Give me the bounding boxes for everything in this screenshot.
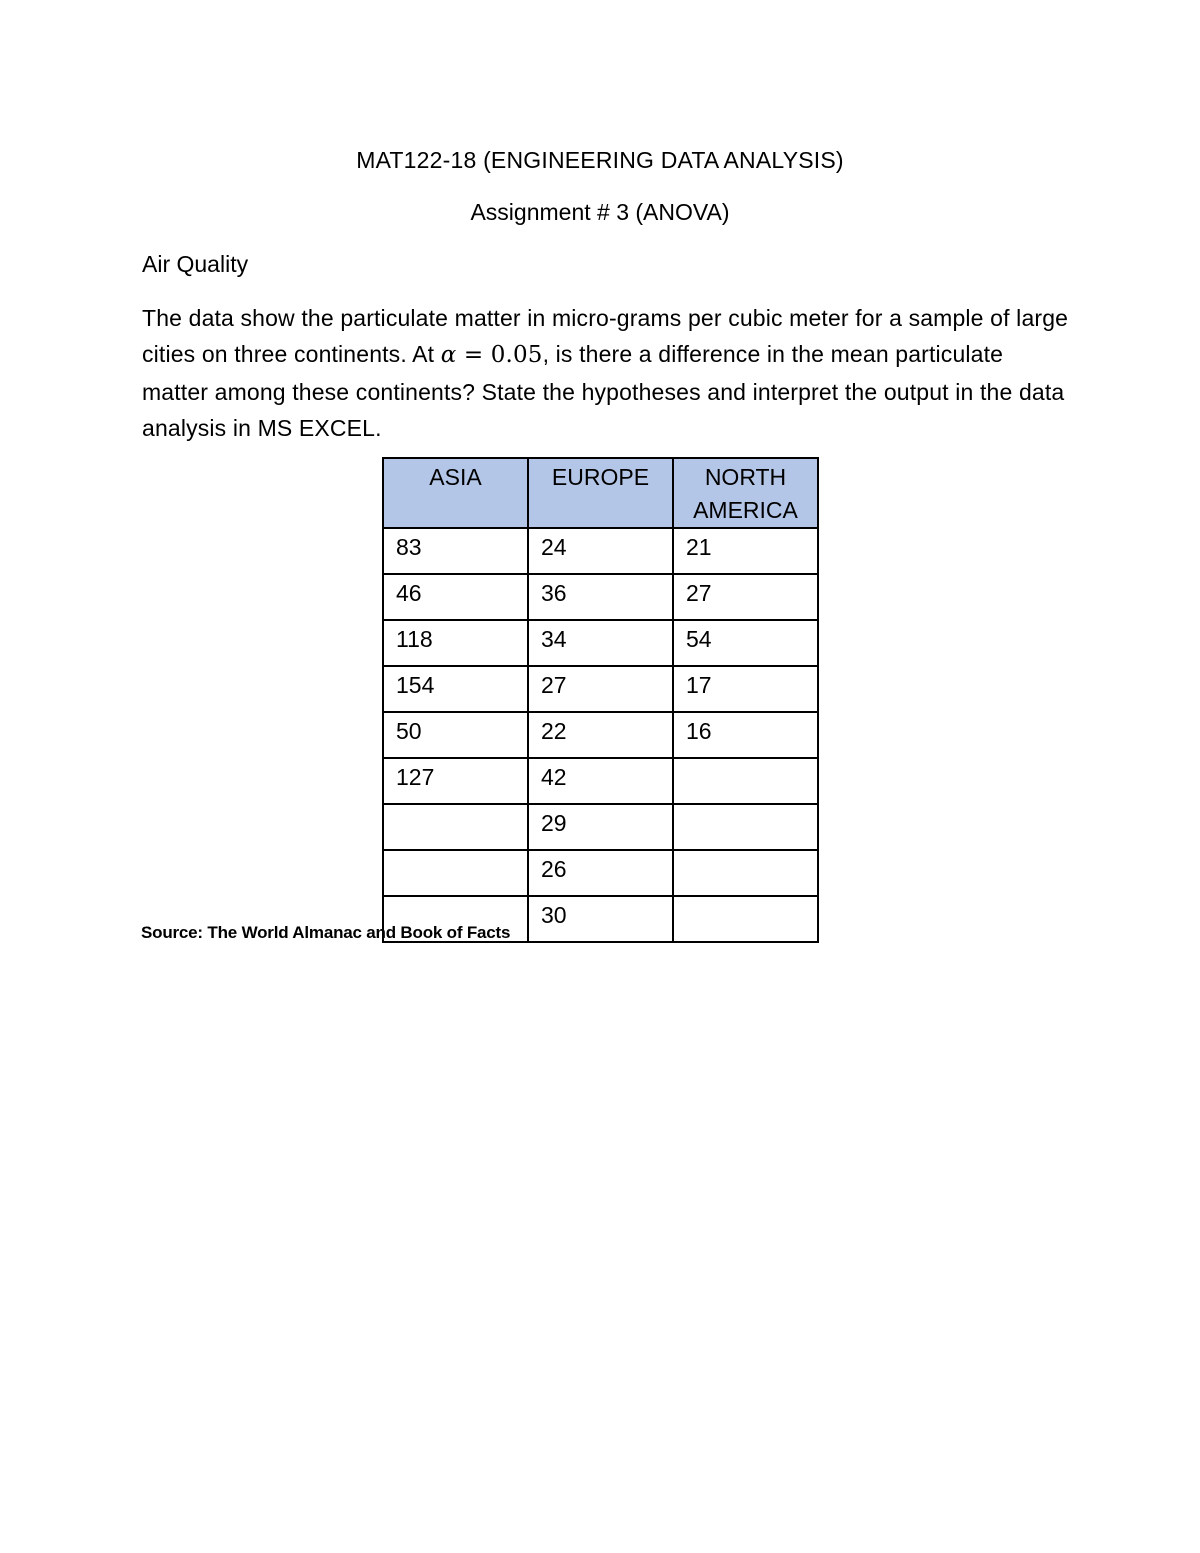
table-cell: 30	[528, 896, 673, 942]
table-cell: 16	[673, 712, 818, 758]
alpha-symbol: α	[440, 342, 457, 369]
table-row	[383, 528, 818, 574]
problem-text-part2: , is there a difference in the mean particulate matter among these continents? State the hypotheses and interpret the output in the data analysis in MS EXCEL.	[142, 341, 1065, 441]
assignment-title: Assignment # 3 (ANOVA)	[470, 199, 730, 225]
table-cell: 27	[673, 574, 818, 620]
table-cell: 50	[383, 712, 528, 758]
alpha-value: = 0.05	[456, 342, 543, 369]
table-cell: 34	[528, 620, 673, 666]
table-cell: 118	[383, 620, 528, 666]
table-cell	[673, 896, 818, 942]
table-cell	[673, 758, 818, 804]
table-cell: 83	[383, 528, 528, 574]
header-north-america: NORTH AMERICA	[673, 458, 818, 528]
table-row	[383, 758, 818, 804]
table-cell: 26	[528, 850, 673, 896]
problem-text-part1: The data show the particulate matter in micro-grams per cubic meter for a sample of large cities on three continents. At	[142, 305, 1069, 368]
table-cell: 127	[383, 758, 528, 804]
table-cell: 36	[528, 574, 673, 620]
table-cell: 24	[528, 528, 673, 574]
table-cell: 27	[528, 666, 673, 712]
table-row	[383, 620, 818, 666]
table-cell	[673, 804, 818, 850]
table-cell: 46	[383, 574, 528, 620]
table-cell: 17	[673, 666, 818, 712]
table-row	[383, 574, 818, 620]
alpha-expression	[441, 342, 543, 368]
table-cell: 21	[673, 528, 818, 574]
table-cell: 22	[528, 712, 673, 758]
table-header-row	[383, 458, 818, 528]
header-europe: EUROPE	[528, 458, 673, 528]
course-title: MAT122-18 (ENGINEERING DATA ANALYSIS)	[356, 147, 844, 173]
table-cell	[383, 804, 528, 850]
table-row	[383, 712, 818, 758]
table-cell	[673, 850, 818, 896]
table-row	[383, 804, 818, 850]
table-cell: 29	[528, 804, 673, 850]
source-note: Source: The World Almanac and Book of Facts	[141, 923, 511, 942]
table-cell	[383, 850, 528, 896]
header-asia: ASIA	[383, 458, 528, 528]
table-cell: 154	[383, 666, 528, 712]
table-cell: 42	[528, 758, 673, 804]
table-row	[383, 850, 818, 896]
problem-statement	[142, 300, 1072, 446]
data-table	[382, 457, 819, 943]
section-heading: Air Quality	[142, 251, 249, 277]
table-cell: 54	[673, 620, 818, 666]
table-row	[383, 666, 818, 712]
